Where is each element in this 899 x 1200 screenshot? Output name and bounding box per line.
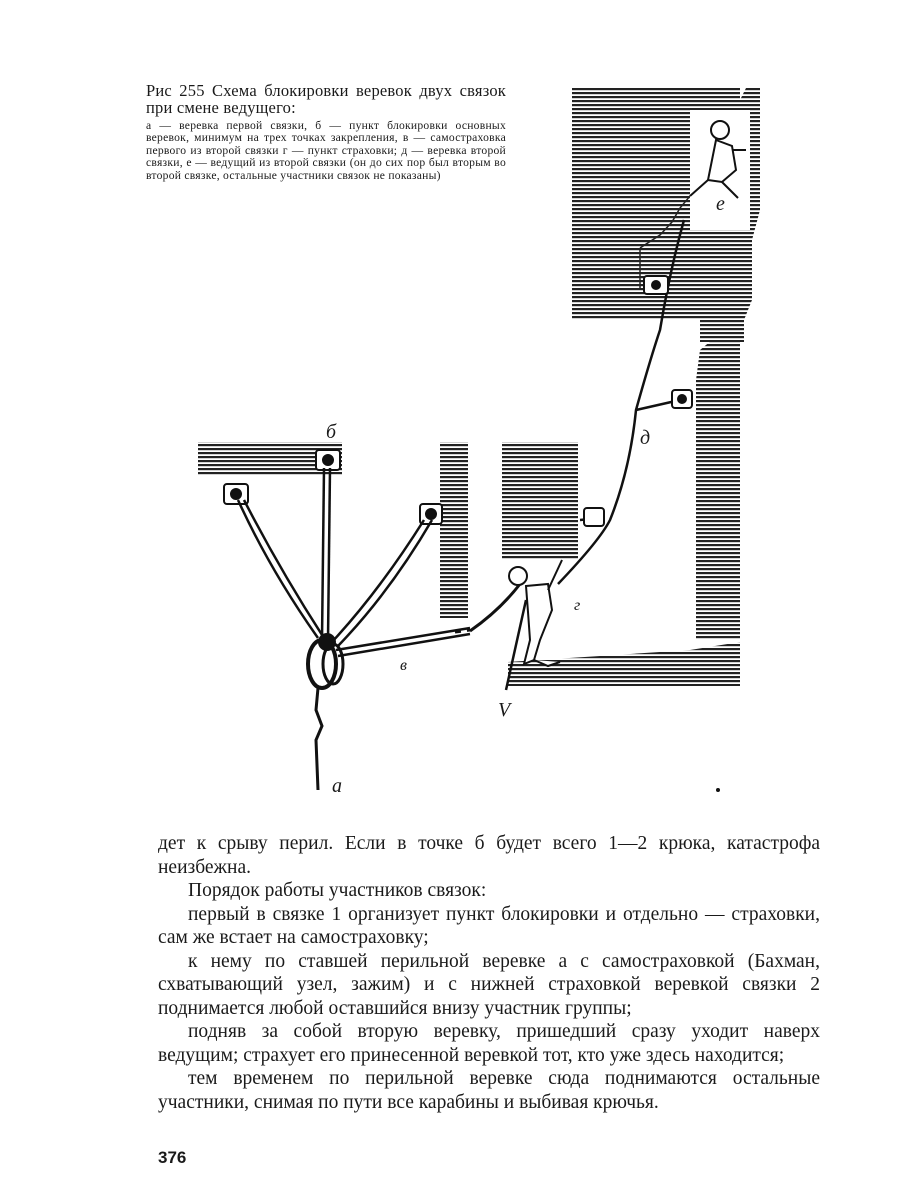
rock-block-middle: [502, 442, 578, 560]
label-V: V: [498, 699, 511, 721]
paragraph: тем временем по перильной веревке сюда поднимаются остальные участники, снимая по пути все карабины и выбивая крючья.: [158, 1068, 820, 1113]
rope-a: [316, 688, 322, 790]
paragraph: к нему по ставшей перильной веревке а с самостраховкой (Бахман, схватывающий узел, зажим) и с нижней страховкой веревкой связки 2 поднимается любой оставшийся внизу участник группы;: [158, 950, 820, 1019]
caption-title: Рис 255 Схема блокировки веревок двух связок при смене ведущего:: [146, 81, 506, 117]
label-a: а: [332, 775, 342, 797]
page-number: 376: [158, 1148, 187, 1167]
paragraph: Порядок работы участников связок:: [188, 880, 487, 901]
label-g: г: [574, 597, 581, 614]
label-e: е: [716, 193, 725, 215]
paragraph: дет к срыву перил. Если в точке б будет всего 1—2 крюка, катастрофа неизбежна.: [158, 833, 820, 878]
rock-face-right: [696, 340, 740, 640]
rope-blocking-lines: [238, 468, 470, 656]
carabiner-icon: [308, 633, 343, 688]
dot-mark: [716, 788, 720, 792]
body-text: [158, 832, 820, 1114]
label-d: д: [640, 427, 651, 449]
caption-legend: а — веревка первой связки, б — пункт блокировки основных веревок, минимум на трех точках закрепления, в — самостраховка первого из второй связки г — пункт страховки; д — веревка второй связки, е — ведущий из второй связки (он до сих пор был вторым во второй связке, остальные участники связок не показаны): [146, 119, 506, 182]
paragraph: подняв за собой вторую веревку, пришедший сразу уходит наверх ведущим; страхует его принесенной веревкой тот, кто уже здесь находится;: [158, 1021, 820, 1066]
label-b: б: [326, 421, 337, 443]
label-v: в: [400, 657, 407, 674]
paragraph: первый в связке 1 организует пункт блокировки и отдельно — страховки, сам же встает на самостраховку;: [158, 903, 820, 948]
